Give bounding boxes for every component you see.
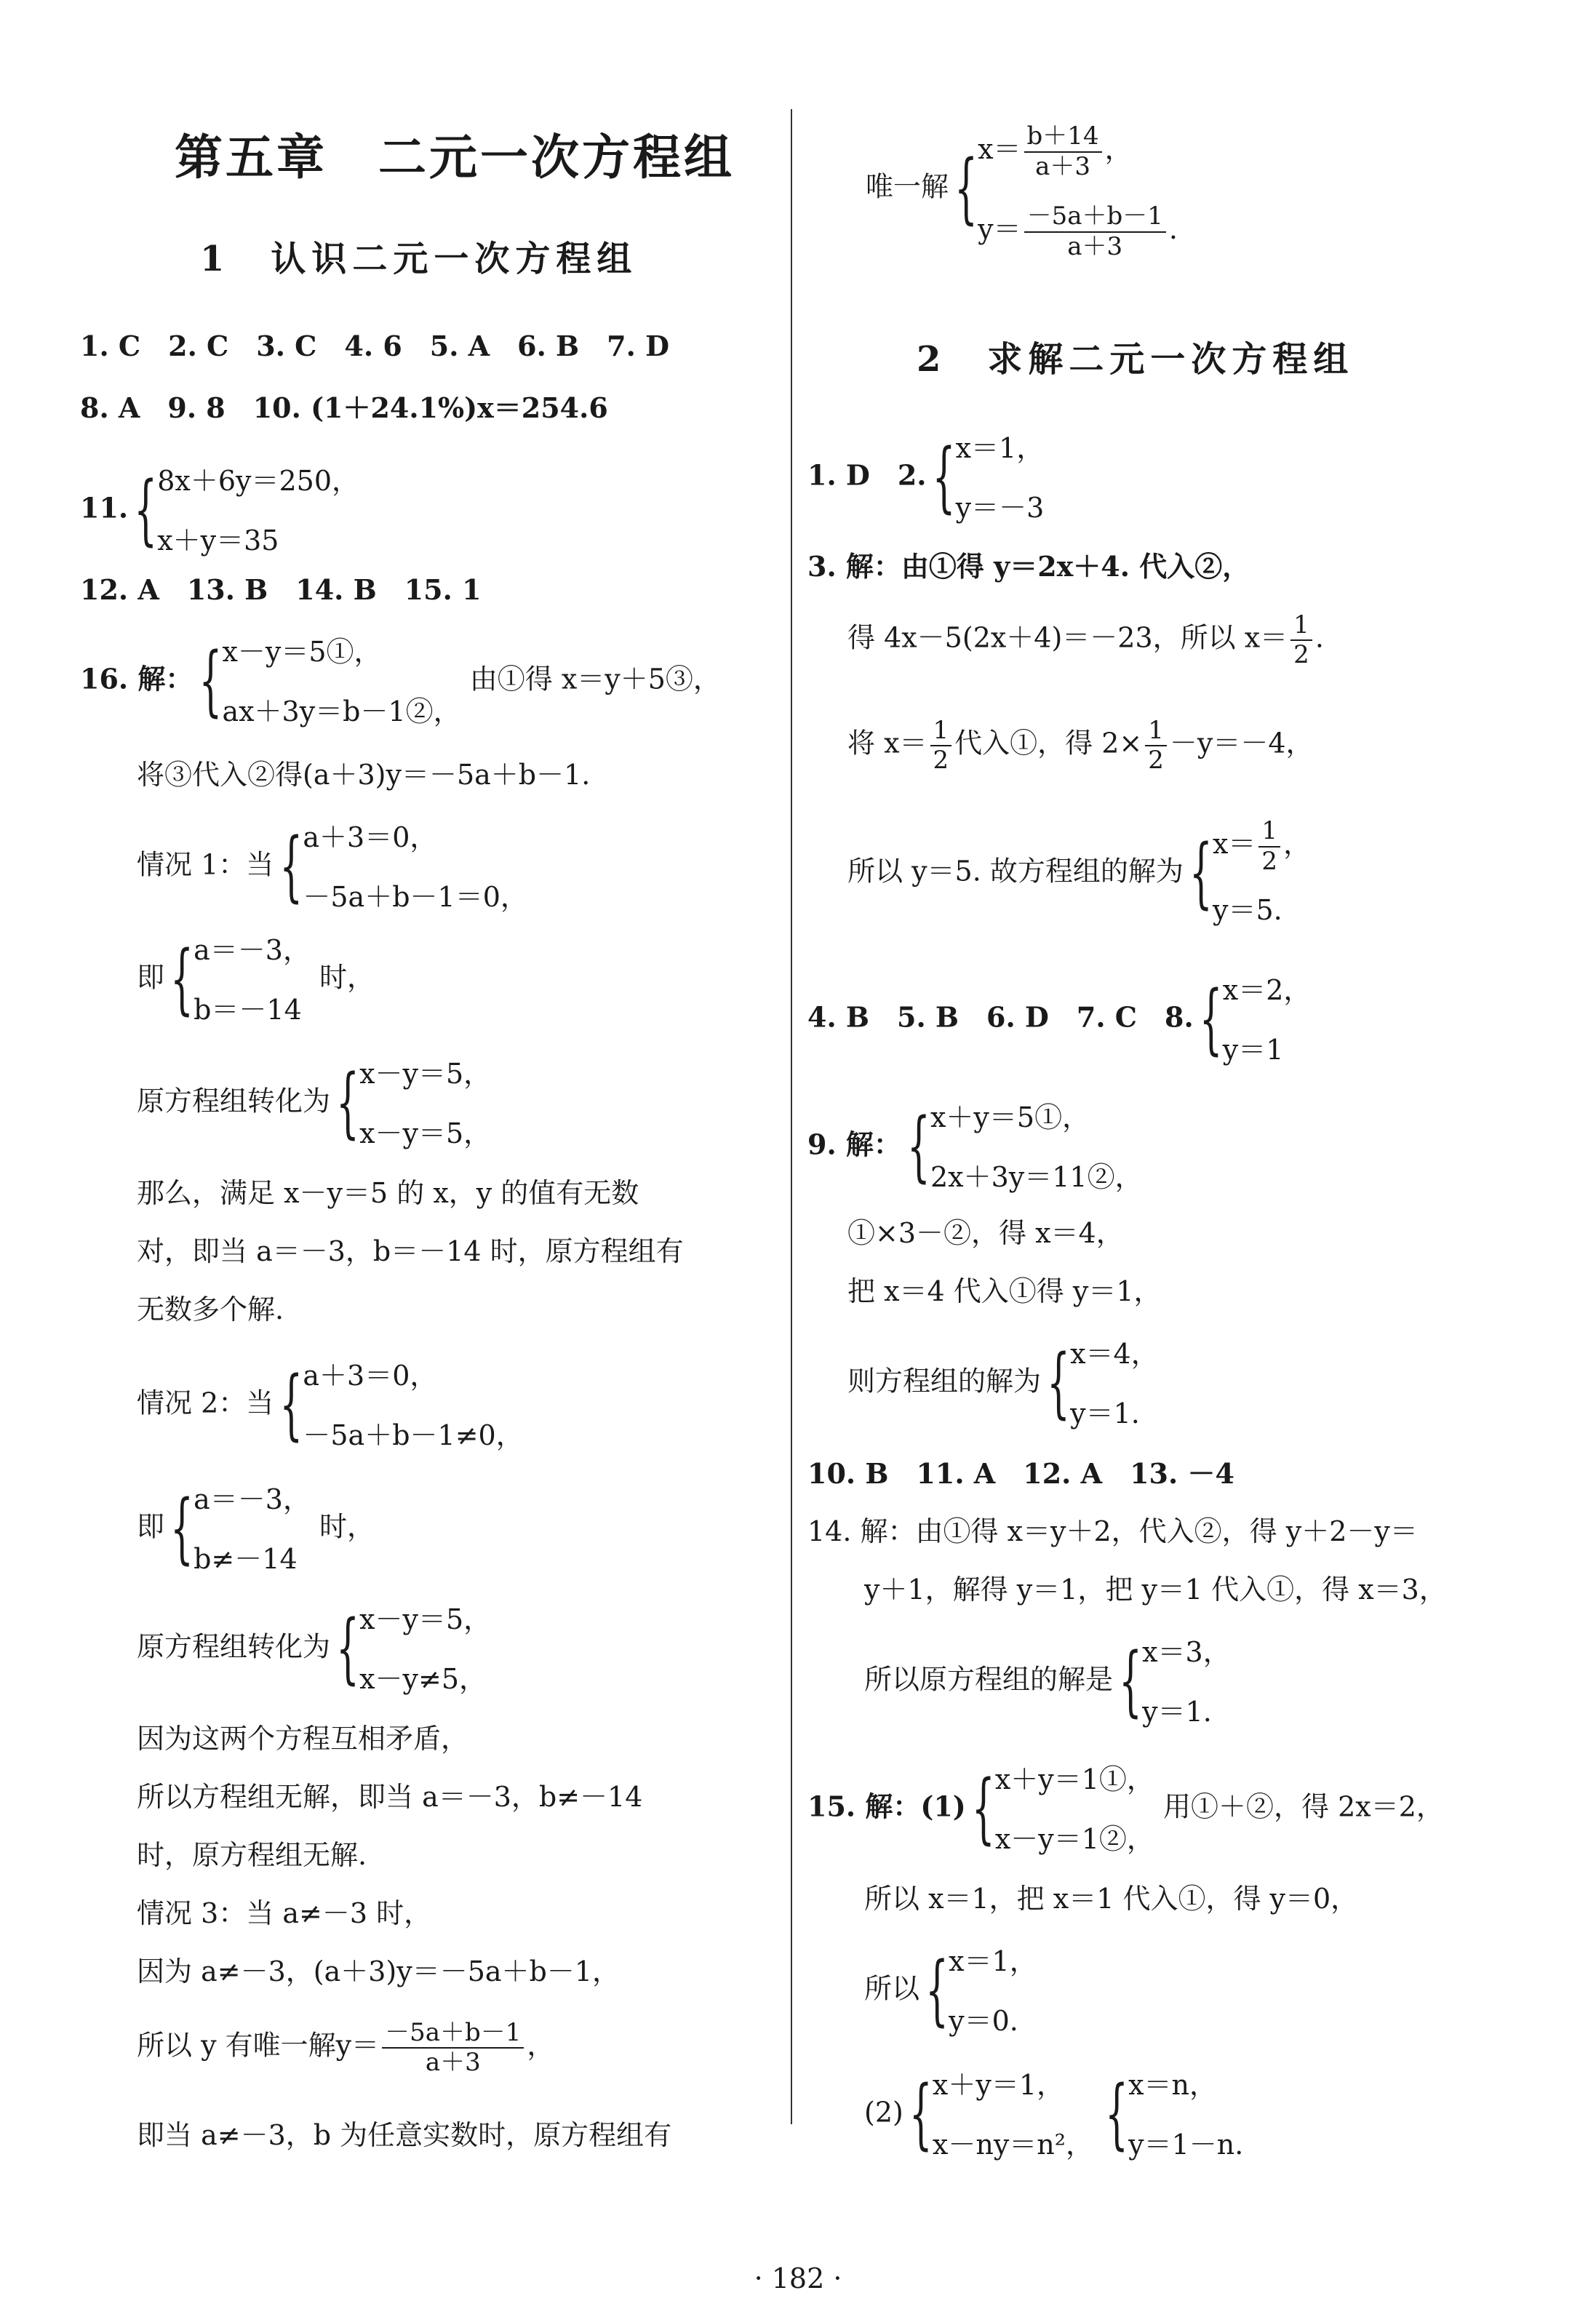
ji2 [137,1469,375,1589]
text-line-9: 即当 a≠－3，b 为任意实数时，原方程组有 [137,2119,672,2151]
conv2-row-1: { x－y＝5， [359,1603,492,1635]
q3-d-x-pre: x＝ [1212,828,1256,860]
q14-line-3 [864,1622,1231,1742]
unique-system [957,109,1178,269]
q9-label: 9. 解： [807,1128,901,1161]
q15-c-pre: (2) [864,2096,903,2129]
q11-system [137,451,359,570]
text-line-6: 时，原方程组无解. [137,1839,367,1871]
q15-d-system [1108,2055,1243,2174]
wy-x-post: ， [1104,133,1133,165]
unique-system-row-1 [978,109,1178,189]
conv1-row-2: x－y＝5， [359,1117,492,1149]
conv2-pre: 原方程组转化为 [137,1630,331,1663]
text-line-7: 情况 3：当 a≠－3 时， [137,1897,432,1929]
q15-c-row-1: { x＋y＝1， [932,2069,1064,2101]
q11-label: 11. [80,491,129,525]
conv2 [137,1590,491,1709]
wy-y-numerator: －5a＋b－1 [1024,202,1166,232]
q3-b-denominator: 2 [1293,640,1309,670]
q3-d-row-2: y＝5. [1212,894,1282,926]
q3-d-fraction [1258,817,1280,875]
wy-x-fraction [1024,122,1102,180]
text-line-4: 因为这两个方程互相矛盾， [137,1723,469,1755]
q15-system [975,1750,1154,1869]
case2-system [282,1346,523,1465]
q15-b-system [928,1931,1037,2051]
q3-c-fraction-1 [930,717,952,775]
q11-row-2: x＋y＝35 [157,525,279,557]
q15-after: 用①＋②，得 2x＝2， [1163,1790,1444,1823]
r-answer-4-pre: 4. B 5. B 6. D 7. C 8. [807,1000,1194,1034]
case2-pre: 情况 2：当 [137,1387,274,1419]
r-answer-1 [807,418,1044,538]
q14-c-row-1: { x＝3， [1142,1636,1231,1668]
ji1-post: 时， [319,961,375,994]
q16-substitution: 将③代入②得(a＋3)y＝－5a＋b－1. [137,759,591,791]
ji1-pre: 即 [137,961,165,994]
ji2-post: 时， [319,1510,375,1543]
wy-x-pre: x＝ [978,133,1021,165]
q15-line-1: 所以 x＝1，把 x＝1 代入①，得 y＝0， [864,1883,1359,1915]
q3-c-denominator-1: 2 [933,746,949,775]
text-line-1: 那么，满足 x－y＝5 的 x，y 的值有无数 [137,1177,639,1209]
section-title-2: 2 求解二元一次方程组 [917,339,1354,380]
conv1-system [339,1044,491,1163]
unique-system-row-2 [978,189,1178,269]
text-line-3: 无数多个解. [137,1293,284,1325]
q3-line-1: 3. 解：由①得 y＝2x＋4. 代入②， [807,550,1250,583]
r-answer-1-row-1: { x＝1， [955,432,1045,464]
wy-y-pre: y＝ [978,213,1021,245]
text-line-8: 因为 a≠－3，(a＋3)y＝－5a＋b－1， [137,1955,621,1987]
q9-row-2: 2x＋3y＝11②， [930,1161,1143,1193]
ji1-system [173,920,311,1040]
q3-d-row-1 [1213,807,1311,880]
ji1 [137,920,375,1040]
q16-label: 16. 解： [80,662,193,695]
column-divider [791,109,792,2124]
unique-denominator: a＋3 [425,2048,481,2078]
ji2-row-1: { a＝－3， [193,1483,311,1515]
q14-line-1 [807,1517,1418,1547]
ji2-pre: 即 [137,1510,165,1543]
q9-c-pre: 则方程组的解为 [847,1365,1042,1397]
chapter-title: 第五章 二元一次方程组 [175,129,735,186]
answer-line-3: 12. A 13. B 14. B 15. 1 [80,573,482,606]
q16-system [202,622,460,741]
q16-after: 由①得 x＝y＋5③， [469,663,721,695]
conv1 [137,1044,491,1163]
r-answer-4-row-2: y＝1 [1222,1034,1284,1066]
case1-system [282,807,528,927]
q14-a: 14. 解：由①得 x＝y＋2，代入②，得 y＋2－y＝ [807,1515,1418,1547]
q14-c-pre: 所以原方程组的解是 [864,1663,1114,1696]
q9-line-2: 把 x＝4 代入①得 y＝1， [847,1275,1162,1307]
q3-d-numerator: 1 [1258,817,1280,847]
q14-c-system [1122,1622,1231,1742]
q3-c-numerator-2: 1 [1145,717,1167,746]
q15-d-row-1: { x＝n， [1128,2069,1218,2101]
unique-system-pre: 唯一解 [866,170,949,203]
ji1-row-1: { a＝－3， [193,934,311,966]
q15 [807,1750,1444,1869]
q3-c-fraction-2 [1145,717,1167,775]
q15-c-system [912,2055,1093,2174]
q9 [807,1088,1143,1207]
q9-c-row-1: { x＝4， [1070,1338,1159,1370]
q3-c-mid: 代入①，得 2× [954,727,1143,759]
case1-pre: 情况 1：当 [137,848,274,881]
wy-x-denominator: a＋3 [1035,151,1091,181]
q3-d-system [1192,807,1311,940]
conv2-row-2: x－y≠5， [359,1663,487,1695]
case1-row-1: { a＋3＝0， [303,821,438,853]
wy-y-fraction [1024,202,1166,260]
q3-b-fraction [1290,611,1312,669]
q9-system [910,1088,1143,1207]
unique-solution [137,2019,554,2077]
q3-b-post: . [1314,621,1324,654]
q3-line-2 [847,611,1324,669]
conv2-system [339,1590,491,1709]
section-title-1: 1 认识二元一次方程组 [200,239,638,279]
case1-row-2: －5a＋b－1＝0， [303,881,528,913]
q15-label: 15. 解：(1) [807,1790,966,1823]
q9-line-1: ①×3－②，得 x＝4， [847,1217,1124,1249]
r-answer-1-row-2: y＝－3 [955,492,1045,524]
q15-row-1: { x＋y＝1①， [994,1763,1154,1795]
case1 [137,807,528,927]
q3-c-denominator-2: 2 [1148,746,1164,775]
q16-row-1: { x－y＝5①， [222,636,382,668]
text-line-5: 所以方程组无解，即当 a＝－3，b≠－14 [137,1781,643,1813]
r-answer-1-pre: 1. D 2. [807,458,927,492]
conv1-pre: 原方程组转化为 [137,1085,331,1117]
q3-c-numerator-1: 1 [930,717,952,746]
wy-y-denominator: a＋3 [1067,231,1123,261]
q3-d-pre: 所以 y＝5. 故方程组的解为 [847,855,1184,888]
q9-row-1: { x＋y＝5①， [930,1101,1090,1133]
q3-line-4 [847,807,1311,940]
ji2-system [173,1469,311,1589]
ji2-row-2: b≠－14 [193,1543,298,1575]
q3-c-post: －y＝－4， [1169,727,1314,759]
case2-row-1: { a＋3＝0， [303,1360,438,1392]
q11-row-1: { 8x＋6y＝250， [157,465,360,497]
q3-d-x-post: ， [1283,828,1312,860]
q9-line-3 [847,1324,1159,1443]
answer-line-1: 1. C 2. C 3. C 4. 6 5. A 6. B 7. D [80,330,670,362]
ji1-row-2: b＝－14 [193,994,302,1026]
q16-row-2: ax＋3y＝b－1②， [222,695,461,727]
unique-fraction [382,2019,524,2077]
q15-line-3 [864,2055,1243,2174]
q3-b-numerator: 1 [1290,611,1312,641]
wy-x-numerator: b＋14 [1024,122,1102,152]
q14-line-2: y＋1，解得 y＝1，把 y＝1 代入①，得 x＝3， [864,1574,1447,1606]
wy-y-post: . [1168,213,1178,245]
q16 [80,622,721,741]
q15-c-row-2: x－ny＝n²， [932,2129,1094,2161]
q3-line-3 [847,717,1314,775]
unique-pre: 所以 y 有唯一解y＝ [137,2029,380,2062]
unique-solution-system [866,109,1178,269]
unique-numerator: －5a＋b－1 [382,2019,524,2049]
q15-d-row-2: y＝1－n. [1128,2129,1244,2161]
q15-b-pre: 所以 [864,1972,920,2005]
q11 [80,451,359,570]
q15-b-row-2: y＝0. [949,2005,1018,2037]
q15-line-2 [864,1931,1037,2051]
q9-c-system [1050,1324,1159,1443]
q14-c-row-2: y＝1. [1142,1696,1212,1728]
r-answer-4-row-1: { x＝2， [1222,974,1312,1006]
conv1-row-1: { x－y＝5， [359,1058,492,1090]
q3-d-denominator: 2 [1261,846,1278,876]
q15-row-2: x－y＝1②， [994,1823,1154,1855]
q15-b-row-1: { x＝1， [949,1945,1037,1977]
r-answer-4-system [1202,960,1312,1080]
r-answer-10: 10. B 11. A 12. A 13. －4 [807,1457,1234,1490]
text-line-2: 对，即当 a＝－3，b＝－14 时，原方程组有 [137,1235,684,1267]
unique-post: ， [527,2029,555,2062]
r-answer-1-system [935,418,1045,538]
answer-line-2: 8. A 9. 8 10. (1＋24.1%)x＝254.6 [80,391,608,424]
case2-row-2: －5a＋b－1≠0， [303,1419,524,1451]
q9-c-row-2: y＝1. [1070,1397,1140,1429]
case2 [137,1346,524,1465]
q3-c-pre: 将 x＝ [847,727,927,759]
r-answer-4 [807,960,1311,1080]
q3-b-pre: 得 4x－5(2x＋4)＝－23，所以 x＝ [847,621,1288,654]
page-number: · 182 · [754,2262,842,2294]
